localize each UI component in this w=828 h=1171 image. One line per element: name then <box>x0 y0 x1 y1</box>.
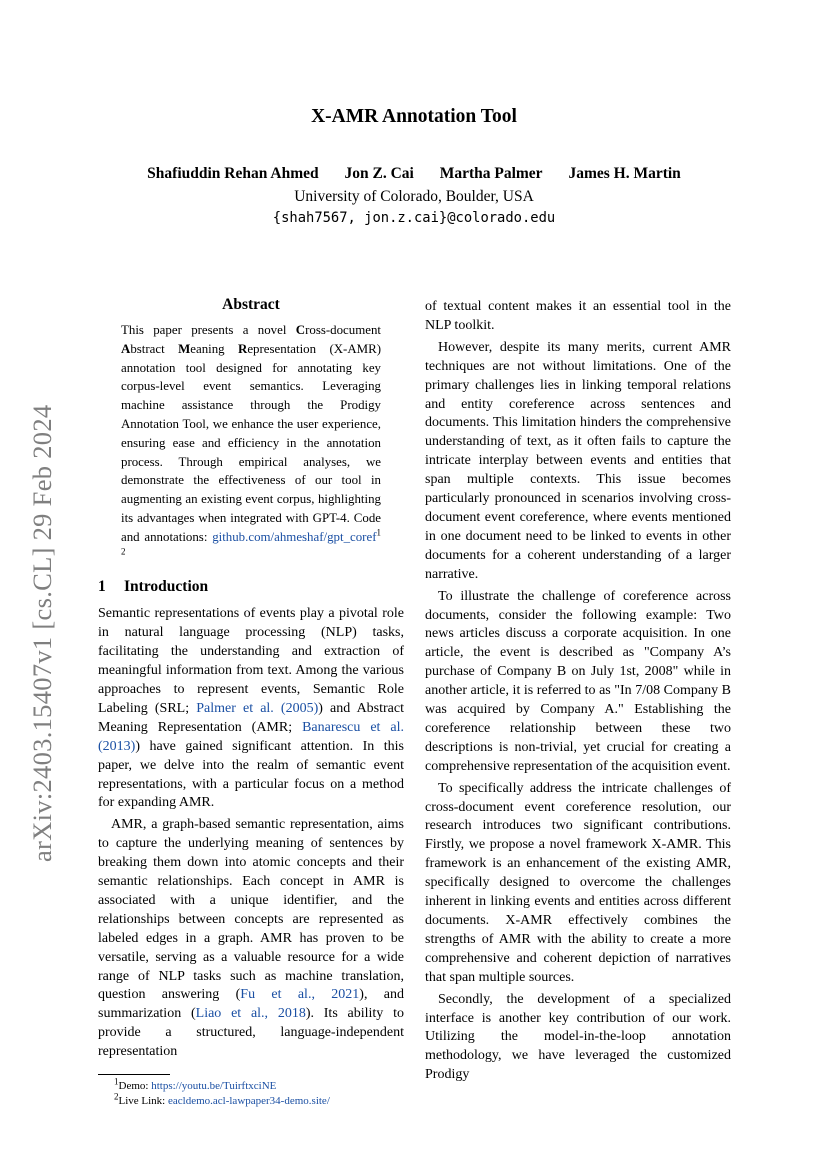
abstract-text: This paper presents a novel Cross-document Abstract Meaning Representation (X-AMR) annotation tool designed for annotating key corpus-level event semantics. Leveraging machine assistance through the Prodigy Annotation Tool, we enhance the user experience, ensuring ease and efficiency in the annotation process. Through empirical analyses, we demonstrate the effectiveness of our tool in augmenting an existing event corpus, highlighting its advantages when integrated with GPT-4. Code and annotations: github.com/ahmeshaf/gpt_coref$^{1 2}$ <box>121 323 381 557</box>
affiliation: University of Colorado, Boulder, USA <box>294 188 534 205</box>
author-list <box>0 165 828 183</box>
citation-link[interactable]: Palmer et al. (2005) <box>196 700 319 716</box>
paragraph-limitations: However, despite its many merits, current AMR techniques are not without limitations. One of the primary challenges lies in linking temporal relations and entity coreference across sentences and documents. This limitation hinders the comprehensive understanding of text, as it often fails to capture the intricate interplay between events and entities that span multiple contexts. This issue becomes particularly pronounced in scenarios involving cross-document event coreference, where events mentioned in one document need to be linked to events in other documents for a coherent understanding of a larger narrative. <box>425 339 731 582</box>
footnote-marks: 1 2 <box>121 527 381 557</box>
section-heading-introduction: 1 Introduction <box>98 578 209 596</box>
footnote-1: $^1$Demo: https://youtu.be/TuirftxciNE <box>114 1076 277 1093</box>
code-link[interactable]: github.com/ahmeshaf/gpt_coref <box>212 529 377 544</box>
author-name: Shafiuddin Rehan Ahmed <box>147 165 319 182</box>
intro-paragraph-1: Semantic representations of events play a pivotal role in natural language processing (NLP) tasks, facilitating the understanding and extraction of meaningful information from text. Among the various approaches to represent events, Semantic Role Labeling (SRL; Palmer et al. (2005)) and Abstract Meaning Representation (AMR; Banarescu et al. (2013)) have gained significant attention. In this paper, we delve into the realm of semantic event representations, with a particular focus on a method for expanding AMR. <box>98 606 405 811</box>
right-column <box>425 298 731 1085</box>
author-email: {shah7567, jon.z.cai}@colorado.edu <box>272 210 556 226</box>
intro-paragraph-2: AMR, a graph-based semantic representation, aims to capture the underlying meaning of sentences by breaking them down into atomic concepts and their semantic relationships. Each concept in AMR is associated with a unique identifier, and the relationships between concepts are represented as labeled edges in a graph. AMR has proven to be versatile, serving as a valuable resource for a wide range of NLP tasks such as machine translation, question answering (Fu et al., 2021), and summarization (Liao et al., 2018). Its ability to provide a structured, language-independent representation <box>98 817 404 1060</box>
citation-link[interactable]: Fu et al., 2021 <box>240 987 360 1003</box>
author-name: Martha Palmer <box>439 165 543 182</box>
paper-title: X-AMR Annotation Tool <box>311 106 517 127</box>
paragraph-interface: Secondly, the development of a specialized interface is another key contribution of our work. Utilizing the model-in-the-loop annotation methodology, we have leveraged the customized Prodigy <box>425 991 731 1083</box>
footnote-2: $^2$Live Link: eacldemo.acl-lawpaper34-demo.site/ <box>114 1091 330 1108</box>
paragraph-contributions: To specifically address the intricate challenges of cross-document event coreference resolution, our research introduces two significant contributions. Firstly, we propose a novel framework X-AMR. This framework is an enhancement of the existing AMR, specifically designed to overcome the challenges inherent in linking events and entities across different documents. X-AMR effectively combines the strengths of AMR with the ability to create a more comprehensive and coherent depiction of narratives that span multiple sources. <box>425 780 731 985</box>
citation-link[interactable]: Banarescu et al. (2013) <box>98 719 405 754</box>
arxiv-identifier: arXiv:2403.15407v1 [cs.CL] 29 Feb 2024 <box>27 404 57 862</box>
author-name: James H. Martin <box>568 165 681 182</box>
paragraph-example: To illustrate the challenge of coreference across documents, consider the following example: Two news articles discuss a corporate acquisition. In one article, the event is described as "Company A’s purchase of Company B on July 1st, 2008" while in another article, it is referred to as "In 7/08 Company B was acquired by Company A." Establishing the coreference relationship between these two descriptions is non-trivial, yet crucial for creating a comprehensive representation of the acquisition event. <box>425 588 731 774</box>
author-name: Jon Z. Cai <box>344 165 414 182</box>
paragraph-continuation: of textual content makes it an essential tool in the NLP toolkit. <box>425 299 731 333</box>
citation-link[interactable]: Liao et al., 2018 <box>195 1006 306 1022</box>
live-link[interactable]: eacldemo.acl-lawpaper34-demo.site/ <box>168 1095 330 1108</box>
demo-link[interactable]: https://youtu.be/TuirftxciNE <box>151 1080 277 1093</box>
footnote-divider <box>98 1074 170 1075</box>
abstract-heading: Abstract <box>222 296 280 313</box>
left-column <box>98 296 404 1109</box>
